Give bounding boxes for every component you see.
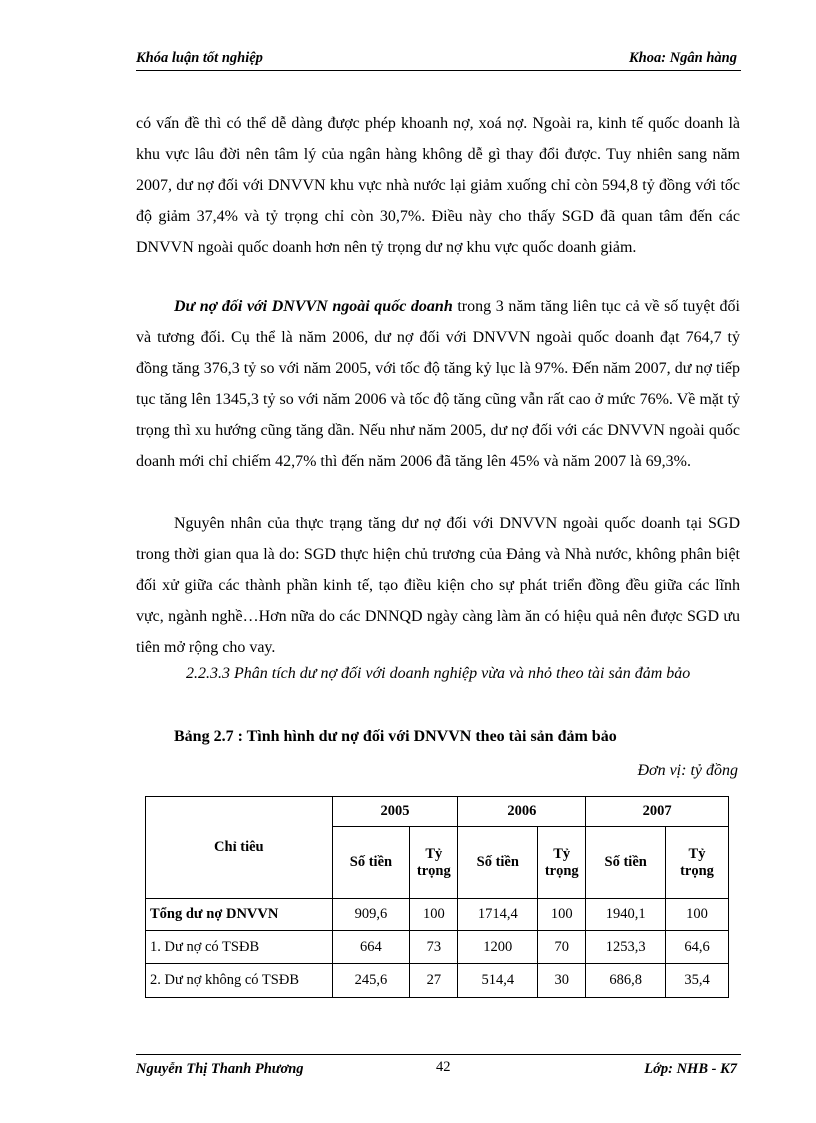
row-label: 2. Dư nợ không có TSĐB bbox=[146, 964, 333, 998]
header-share: Tỷ trọng bbox=[666, 827, 729, 899]
cell-value: 73 bbox=[410, 931, 458, 964]
cell-value: 35,4 bbox=[666, 964, 729, 998]
cell-value: 30 bbox=[538, 964, 586, 998]
header-share: Tỷ trọng bbox=[538, 827, 586, 899]
header-amount: Số tiền bbox=[586, 827, 666, 899]
cell-value: 27 bbox=[410, 964, 458, 998]
footer-class: Lớp: NHB - K7 bbox=[644, 1061, 737, 1077]
header-thesis-label: Khóa luận tốt nghiệp bbox=[136, 50, 263, 66]
cell-value: 686,8 bbox=[586, 964, 666, 998]
footer-author: Nguyễn Thị Thanh Phương bbox=[136, 1061, 304, 1077]
paragraph-non-state-body: trong 3 năm tăng liên tục cả về số tuyệt đối và tương đối. Cụ thể là năm 2006, dư nợ đối với DNVVN ngoài quốc doanh đạt 764,7 tỷ đồng tăng 376,3 tỷ so với năm 2005, với tốc độ tăng kỷ lục là 97%. Đến năm 2007, dư nợ tiếp tục tăng lên 1345,3 tỷ so với năm 2006 và tốc độ tăng cũng vẫn rất cao ở mức 76%. Về mặt tỷ trọng thì xu hướng cũng tăng dần. Nếu như năm 2005, dư nợ đối với các DNVVN ngoài quốc doanh mới chỉ chiếm 42,7% thì đến năm 2006 đã tăng lên 45% và năm 2007 là 69,3%. bbox=[136, 298, 740, 470]
cell-value: 1714,4 bbox=[458, 899, 538, 931]
cell-value: 100 bbox=[666, 899, 729, 931]
header-year-2007: 2007 bbox=[586, 797, 729, 827]
cell-value: 64,6 bbox=[666, 931, 729, 964]
header-faculty-label: Khoa: Ngân hàng bbox=[629, 50, 737, 66]
cell-value: 245,6 bbox=[332, 964, 410, 998]
header-year-2006: 2006 bbox=[458, 797, 586, 827]
paragraph-non-state-lead: Dư nợ đối với DNVVN ngoài quốc doanh bbox=[174, 298, 453, 315]
page-footer bbox=[136, 1054, 741, 1079]
cell-value: 909,6 bbox=[332, 899, 410, 931]
section-subheading: 2.2.3.3 Phân tích dư nợ đối với doanh nghiệp vừa và nhỏ theo tài sản đảm bảo bbox=[186, 665, 691, 682]
table-row bbox=[146, 931, 729, 964]
table-title: Bảng 2.7 : Tình hình dư nợ đối với DNVVN theo tài sản đảm bảo bbox=[174, 728, 617, 745]
cell-value: 100 bbox=[410, 899, 458, 931]
table-header-row-years bbox=[146, 797, 729, 827]
loan-collateral-table bbox=[145, 796, 729, 998]
cell-value: 514,4 bbox=[458, 964, 538, 998]
row-label: 1. Dư nợ có TSĐB bbox=[146, 931, 333, 964]
header-amount: Số tiền bbox=[332, 827, 410, 899]
paragraph-reasons: Nguyên nhân của thực trạng tăng dư nợ đối với DNVVN ngoài quốc doanh tại SGD trong thời gian qua là do: SGD thực hiện chủ trương của Đảng và Nhà nước, không phân biệt đối xử giữa các thành phần kinh tế, tạo điều kiện cho sự phát triển đồng đều giữa các lĩnh vực, ngành nghề…Hơn nữa do các DNNQD ngày càng làm ăn có hiệu quả nên được SGD ưu tiên mở rộng cho vay. bbox=[136, 515, 740, 656]
header-share: Tỷ trọng bbox=[410, 827, 458, 899]
page-number: 42 bbox=[436, 1059, 451, 1075]
cell-value: 664 bbox=[332, 931, 410, 964]
page-header bbox=[136, 48, 741, 71]
row-label: Tổng dư nợ DNVVN bbox=[146, 899, 333, 931]
cell-value: 1253,3 bbox=[586, 931, 666, 964]
table-unit: Đơn vị: tỷ đồng bbox=[637, 762, 738, 779]
paragraph-non-state bbox=[136, 291, 740, 477]
table-row bbox=[146, 899, 729, 931]
header-amount: Số tiền bbox=[458, 827, 538, 899]
cell-value: 70 bbox=[538, 931, 586, 964]
cell-value: 100 bbox=[538, 899, 586, 931]
table-row bbox=[146, 964, 729, 998]
header-indicator: Chỉ tiêu bbox=[146, 797, 333, 899]
paragraph-state-owned: có vấn đề thì có thể dễ dàng được phép khoanh nợ, xoá nợ. Ngoài ra, kinh tế quốc doanh là khu vực lâu đời nên tâm lý của ngân hàng không dễ gì thay đổi được. Tuy nhiên sang năm 2007, dư nợ đối với DNVVN khu vực nhà nước lại giảm xuống chỉ còn 594,8 tỷ đồng với tốc độ giảm 37,4% và tỷ trọng chỉ còn 30,7%. Điều này cho thấy SGD đã quan tâm đến các DNVVN ngoài quốc doanh hơn nên tỷ trọng dư nợ khu vực quốc doanh giảm. bbox=[136, 115, 740, 256]
header-year-2005: 2005 bbox=[332, 797, 458, 827]
cell-value: 1200 bbox=[458, 931, 538, 964]
cell-value: 1940,1 bbox=[586, 899, 666, 931]
